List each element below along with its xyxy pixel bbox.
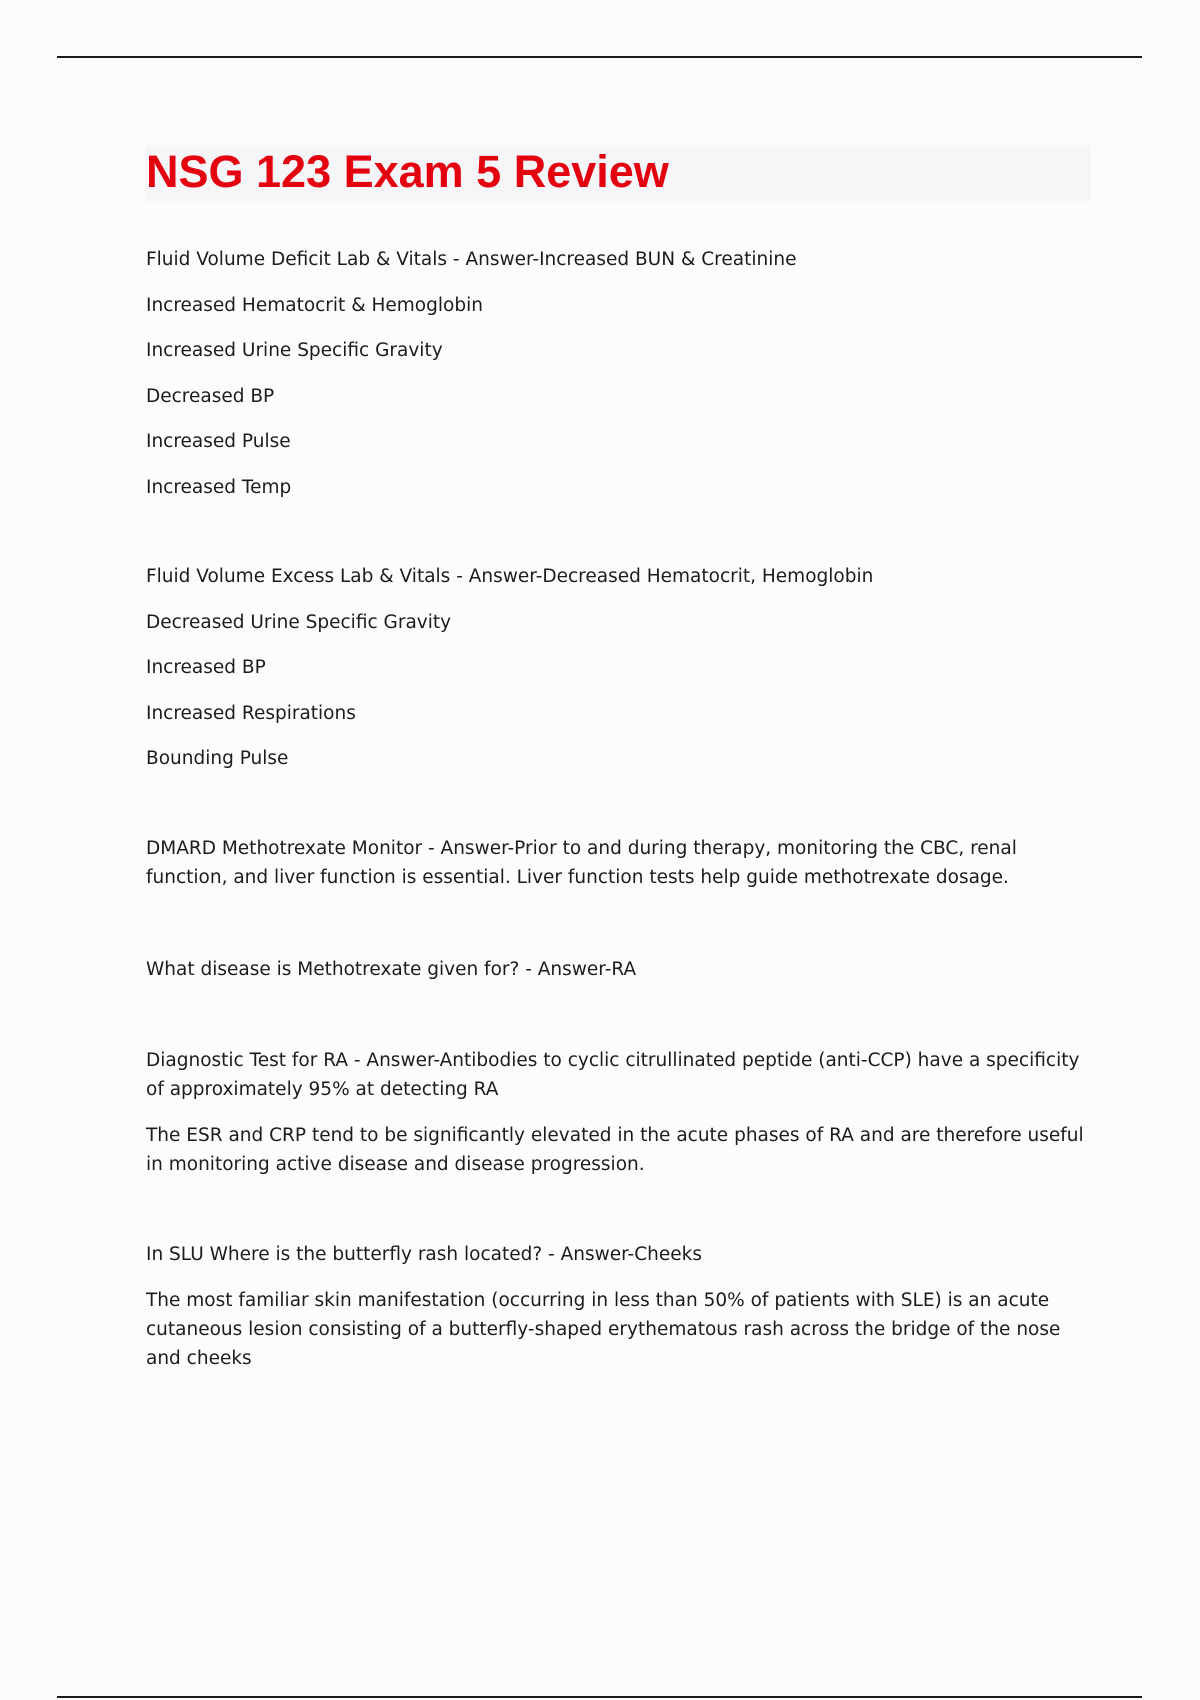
fvd-question: Fluid Volume Deficit Lab & Vitals - Answer-Increased BUN & Creatinine <box>146 249 797 270</box>
fvd-detail: Decreased BP <box>146 386 275 407</box>
fvd-detail: Increased Temp <box>146 477 292 498</box>
ra-test-detail: The ESR and CRP tend to be significantly elevated in the acute phases of RA and are therefore useful in monitoring active disease and disease progression. <box>146 1125 1084 1175</box>
dmard-question: DMARD Methotrexate Monitor - Answer-Prior to and during therapy, monitoring the CBC, renal function, and liver function is essential. Liver function tests help guide methotrexate dosage. <box>146 838 1017 888</box>
ra-test-question: Diagnostic Test for RA - Answer-Antibodies to cyclic citrullinated peptide (anti-CCP) have a specificity of approximately 95% at detecting RA <box>146 1050 1080 1100</box>
fvd-detail: Increased Urine Specific Gravity <box>146 340 443 361</box>
fve-detail: Increased BP <box>146 657 266 678</box>
fvd-detail: Increased Hematocrit & Hemoglobin <box>146 295 483 316</box>
fve-question: Fluid Volume Excess Lab & Vitals - Answer-Decreased Hematocrit, Hemoglobin <box>146 566 874 587</box>
slu-detail: The most familiar skin manifestation (occurring in less than 50% of patients with SLE) is an acute cutaneous lesion consisting of a butterfly-shaped erythematous rash across the bridge of the nose and cheeks <box>146 1290 1061 1369</box>
fve-detail: Bounding Pulse <box>146 748 289 769</box>
top-divider <box>57 56 1142 58</box>
bottom-divider <box>57 1696 1142 1698</box>
methotrexate-question: What disease is Methotrexate given for? - Answer-RA <box>146 959 637 980</box>
fve-detail: Decreased Urine Specific Gravity <box>146 612 452 633</box>
fve-detail: Increased Respirations <box>146 703 356 724</box>
fvd-detail: Increased Pulse <box>146 431 291 452</box>
document-title: NSG 123 Exam 5 Review <box>146 146 669 197</box>
slu-question: In SLU Where is the butterfly rash located? - Answer-Cheeks <box>146 1244 702 1265</box>
